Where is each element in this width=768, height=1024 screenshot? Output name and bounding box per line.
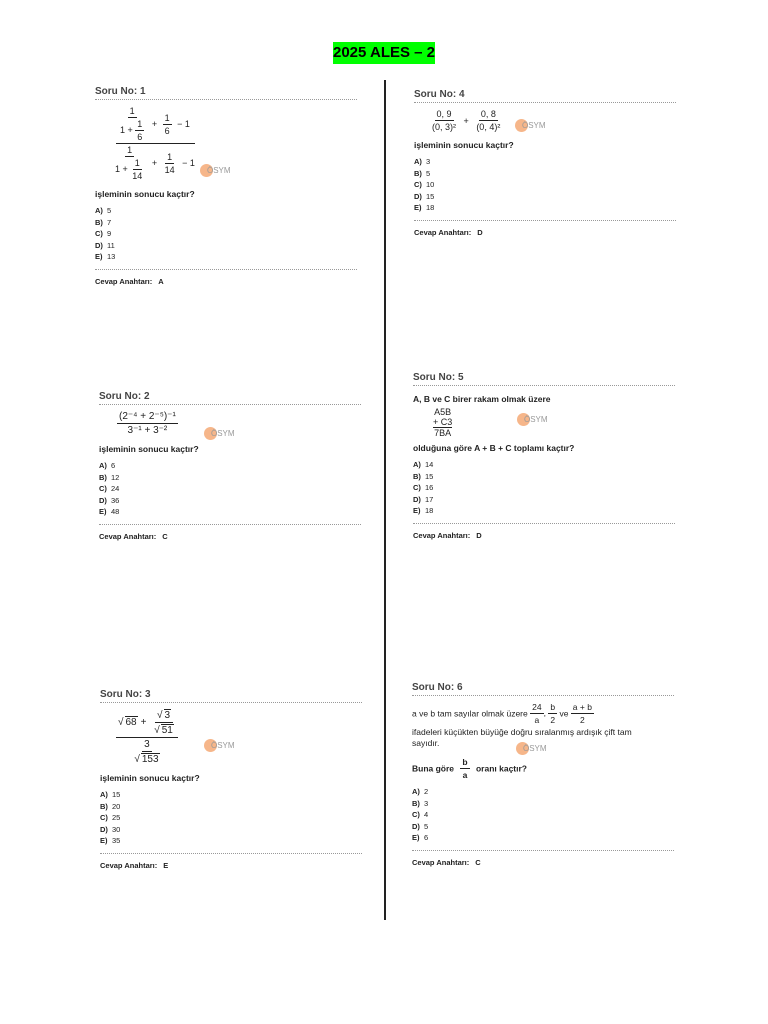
- question-prompt: olduğuna göre A + B + C toplamı kaçtır?: [413, 443, 575, 453]
- option-b[interactable]: B) 7: [95, 217, 112, 227]
- answer-value: D: [476, 530, 482, 540]
- option-d[interactable]: D) 5: [412, 821, 429, 831]
- prompt-start: Buna göre: [412, 763, 455, 774]
- option-c[interactable]: C) 4: [412, 810, 429, 819]
- answer-options: [100, 789, 362, 847]
- question-intro: A, B ve C birer rakam olmak üzere: [413, 394, 551, 404]
- expr-term: (0, 3)²: [432, 122, 457, 132]
- question-1: [95, 86, 357, 286]
- question-label: Soru No: 6: [412, 682, 674, 696]
- answer-key: Cevap Anahtarı: D: [413, 523, 675, 540]
- expr-term: 1: [127, 145, 133, 155]
- question-intro: a ve b tam sayılar olmak üzere: [412, 708, 528, 719]
- option-d[interactable]: D) 30: [100, 824, 121, 834]
- question-label: Soru No: 1: [95, 86, 357, 100]
- expr-term: − 1: [177, 119, 190, 129]
- question-expression: a ve b tam sayılar olmak üzere $\frac{24}{a}$ , $\frac{b}{2}$ ve $\frac{a + b}{2}$ ÖSYM: [412, 702, 592, 753]
- main-fraction: 1 1 + $\frac{1}{6}$ + $\frac{1}{6}$ − 1 1 1 + $\frac{1}{14}$ + $\frac{1}{14}$ − 1: [115, 106, 195, 181]
- answer-value: E: [163, 860, 169, 870]
- addition-top: A5B: [434, 407, 452, 417]
- expr-term: 1: [129, 106, 135, 116]
- expr-term: b: [550, 702, 556, 712]
- answer-key: Cevap Anahtarı: C: [412, 850, 674, 867]
- expr-term: 1 +: [120, 124, 133, 135]
- option-a[interactable]: A) 14: [413, 460, 434, 469]
- question-expression: $\frac{0, 9}{\text{(0, 3)²}}$ + $\frac{0, 8}{\text{(0, 4)²}}$ ÖSYM: [432, 109, 546, 132]
- option-a[interactable]: A) 6: [99, 461, 116, 470]
- expr-term: 1: [164, 112, 170, 123]
- expr-term: 14: [164, 164, 175, 175]
- option-c[interactable]: C) 25: [100, 813, 121, 822]
- option-b[interactable]: B) 12: [99, 472, 120, 482]
- expr-term: 1: [137, 119, 143, 129]
- question-6: [412, 682, 674, 867]
- option-a[interactable]: A) 15: [100, 790, 121, 799]
- expr-term: 6: [164, 125, 170, 136]
- question-5: [413, 372, 675, 540]
- expr-term: (0, 4)²: [476, 122, 501, 132]
- option-c[interactable]: C) 9: [95, 229, 112, 238]
- expr-term: 3: [164, 710, 171, 721]
- ratio-numerator: b: [462, 757, 468, 767]
- question-label: Soru No: 3: [100, 689, 362, 703]
- answer-options: [412, 786, 674, 844]
- question-prompt: işleminin sonucu kaçtır?: [100, 773, 200, 783]
- osym-watermark: ÖSYM: [517, 413, 548, 426]
- option-c[interactable]: C) 24: [99, 484, 120, 493]
- option-c[interactable]: C) 10: [414, 180, 435, 189]
- expr-term: 0, 9: [436, 109, 452, 119]
- expr-term: 153: [141, 754, 159, 765]
- option-e[interactable]: E) 48: [99, 507, 120, 516]
- expr-term: 51: [161, 725, 173, 736]
- addition-result: 7BA: [434, 428, 452, 438]
- option-e[interactable]: E) 13: [95, 252, 116, 261]
- answer-key: Cevap Anahtarı: D: [414, 220, 676, 237]
- answer-options: [99, 460, 361, 518]
- osym-watermark: ÖSYM: [200, 164, 231, 177]
- answer-key: Cevap Anahtarı: C: [99, 524, 361, 541]
- expr-term: 1: [134, 158, 140, 168]
- osym-watermark: ÖSYM: [204, 739, 235, 752]
- expr-denominator: 3⁻¹ + 3⁻²: [127, 425, 168, 436]
- question-expression: √ 68 + $\frac{√ 3}{√ 51}$ $\frac{3}{√ 153}$ ÖSYM: [118, 710, 235, 765]
- expr-term: 1 +: [115, 163, 128, 174]
- question-prompt: işleminin sonucu kaçtır?: [95, 189, 195, 199]
- expr-term: 0, 8: [480, 109, 496, 119]
- option-b[interactable]: B) 20: [100, 801, 121, 811]
- question-label: Soru No: 5: [413, 372, 675, 386]
- question-expression: [117, 411, 361, 436]
- osym-watermark: ÖSYM: [515, 119, 546, 132]
- expr-term: 1: [167, 151, 173, 162]
- expr-term: 3: [144, 739, 150, 750]
- expr-term: 6: [137, 132, 143, 142]
- question-prompt: işleminin sonucu kaçtır?: [414, 140, 514, 150]
- answer-value: C: [475, 857, 481, 867]
- prompt-end: oranı kaçtır?: [475, 763, 528, 774]
- expr-term: 2: [550, 715, 556, 725]
- expr-term: 14: [132, 171, 143, 181]
- expr-term: 2: [580, 715, 585, 725]
- question-body: ifadeleri küçükten büyüğe doğru sıralanmış ardışık çift tam sayıdır.: [412, 727, 632, 748]
- option-b[interactable]: B) 15: [413, 471, 434, 481]
- option-a[interactable]: A) 2: [412, 787, 429, 796]
- option-b[interactable]: B) 5: [414, 168, 431, 178]
- expr-term: 24: [532, 702, 542, 712]
- answer-options: [414, 156, 676, 214]
- osym-watermark: ÖSYM: [516, 742, 547, 755]
- option-d[interactable]: D) 17: [413, 494, 434, 504]
- option-e[interactable]: E) 6: [412, 833, 429, 842]
- option-b[interactable]: B) 3: [412, 798, 429, 808]
- option-d[interactable]: D) 11: [95, 240, 115, 250]
- expr-term: a: [534, 715, 540, 725]
- answer-options: [95, 205, 357, 263]
- expr-term: 68: [125, 717, 137, 729]
- answer-key: Cevap Anahtarı: A: [95, 269, 357, 286]
- column-divider: [384, 80, 386, 920]
- answer-options: [413, 459, 675, 517]
- option-e[interactable]: E) 35: [100, 836, 121, 845]
- ratio-denominator: a: [462, 770, 468, 780]
- page-title: 2025 ALES – 2: [333, 42, 435, 64]
- expr-term: a + b: [572, 702, 592, 712]
- question-3: [100, 689, 362, 870]
- answer-value: A: [158, 276, 164, 286]
- answer-value: D: [477, 227, 483, 237]
- expr-term: − 1: [182, 158, 195, 168]
- answer-key: Cevap Anahtarı: E: [100, 853, 362, 870]
- osym-watermark: ÖSYM: [204, 427, 235, 440]
- answer-value: C: [162, 531, 168, 541]
- question-expression: [111, 106, 357, 181]
- question-expression: [433, 407, 675, 438]
- option-e[interactable]: E) 18: [413, 506, 434, 515]
- question-prompt: işleminin sonucu kaçtır?: [99, 444, 199, 454]
- expr-numerator: (2⁻⁴ + 2⁻⁵)⁻¹: [119, 411, 176, 422]
- option-a[interactable]: A) 3: [414, 157, 431, 166]
- option-d[interactable]: D) 36: [99, 495, 120, 505]
- question-prompt: [412, 757, 674, 780]
- option-d[interactable]: D) 15: [414, 191, 435, 201]
- question-4: [414, 89, 676, 237]
- question-2: [99, 391, 361, 541]
- option-e[interactable]: E) 18: [414, 203, 435, 212]
- question-label: Soru No: 4: [414, 89, 676, 103]
- question-label: Soru No: 2: [99, 391, 361, 405]
- expr-term: ve: [559, 708, 569, 719]
- option-c[interactable]: C) 16: [413, 483, 434, 492]
- addition-middle: + C3: [433, 417, 453, 427]
- option-a[interactable]: A) 5: [95, 206, 112, 215]
